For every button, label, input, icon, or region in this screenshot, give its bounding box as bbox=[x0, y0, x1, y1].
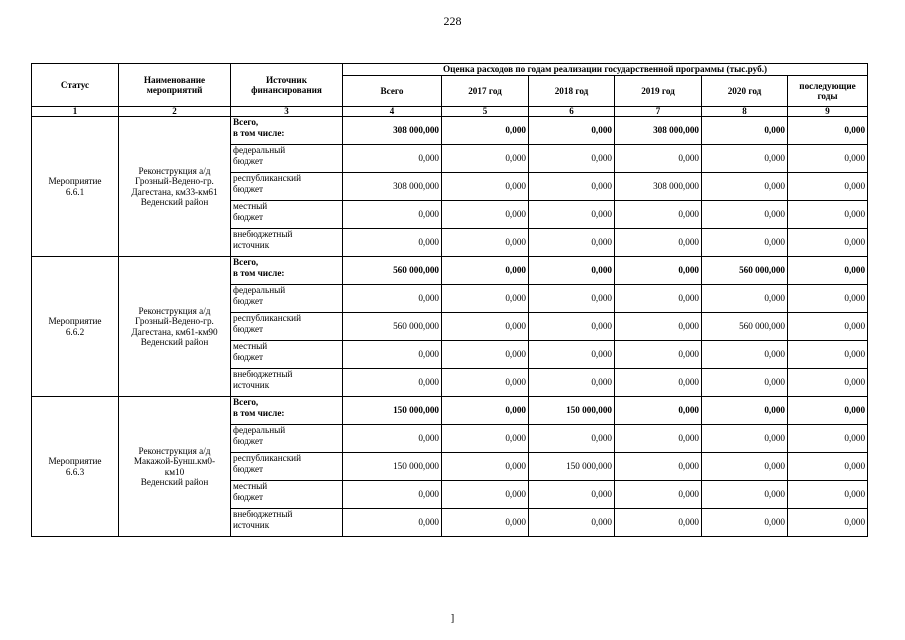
column-number: 9 bbox=[788, 107, 868, 117]
amount-cell: 560 000,000 bbox=[702, 313, 788, 341]
column-number: 2 bbox=[119, 107, 231, 117]
header-name: Наименование мероприятий bbox=[119, 64, 231, 107]
funding-source: Всего, в том числе: bbox=[231, 117, 343, 145]
funding-source: федеральный бюджет bbox=[231, 285, 343, 313]
budget-table bbox=[31, 63, 868, 537]
amount-cell: 0,000 bbox=[529, 341, 615, 369]
column-number: 3 bbox=[231, 107, 343, 117]
measure-status: Мероприятие 6.6.2 bbox=[32, 257, 119, 397]
amount-cell: 0,000 bbox=[343, 285, 442, 313]
measure-status: Мероприятие 6.6.1 bbox=[32, 117, 119, 257]
amount-cell: 0,000 bbox=[788, 145, 868, 173]
amount-cell: 0,000 bbox=[788, 117, 868, 145]
amount-cell: 150 000,000 bbox=[343, 453, 442, 481]
funding-source: федеральный бюджет bbox=[231, 425, 343, 453]
table-body bbox=[32, 117, 868, 537]
amount-cell: 0,000 bbox=[788, 201, 868, 229]
amount-cell: 0,000 bbox=[529, 229, 615, 257]
amount-cell: 308 000,000 bbox=[343, 117, 442, 145]
amount-cell: 0,000 bbox=[615, 341, 702, 369]
amount-cell: 0,000 bbox=[615, 285, 702, 313]
column-number-row bbox=[32, 107, 868, 117]
funding-source: Всего, в том числе: bbox=[231, 397, 343, 425]
amount-cell: 0,000 bbox=[615, 313, 702, 341]
amount-cell: 0,000 bbox=[529, 425, 615, 453]
amount-cell: 308 000,000 bbox=[615, 117, 702, 145]
table-row bbox=[32, 117, 868, 145]
column-number: 4 bbox=[343, 107, 442, 117]
funding-source: республиканский бюджет bbox=[231, 453, 343, 481]
funding-source: республиканский бюджет bbox=[231, 313, 343, 341]
amount-cell: 0,000 bbox=[788, 397, 868, 425]
amount-cell: 0,000 bbox=[529, 313, 615, 341]
amount-cell: 0,000 bbox=[442, 145, 529, 173]
amount-cell: 560 000,000 bbox=[343, 313, 442, 341]
amount-cell: 0,000 bbox=[529, 173, 615, 201]
amount-cell: 0,000 bbox=[343, 425, 442, 453]
amount-cell: 0,000 bbox=[615, 229, 702, 257]
amount-cell: 0,000 bbox=[529, 369, 615, 397]
amount-cell: 0,000 bbox=[615, 509, 702, 537]
amount-cell: 0,000 bbox=[615, 453, 702, 481]
amount-cell: 0,000 bbox=[788, 509, 868, 537]
amount-cell: 0,000 bbox=[529, 285, 615, 313]
page-number: 228 bbox=[443, 14, 462, 28]
amount-cell: 560 000,000 bbox=[343, 257, 442, 285]
amount-cell: 308 000,000 bbox=[343, 173, 442, 201]
column-number: 6 bbox=[529, 107, 615, 117]
amount-cell: 0,000 bbox=[442, 117, 529, 145]
funding-source: федеральный бюджет bbox=[231, 145, 343, 173]
amount-cell: 0,000 bbox=[615, 145, 702, 173]
amount-cell: 0,000 bbox=[343, 341, 442, 369]
measure-name: Реконструкция а/д Грозный-Ведено-гр. Дагестана, км33-км61 Веденский район bbox=[119, 117, 231, 257]
column-number: 7 bbox=[615, 107, 702, 117]
amount-cell: 0,000 bbox=[788, 425, 868, 453]
measure-name: Реконструкция а/д Макажой-Бунш.км0- км10 Веденский район bbox=[119, 397, 231, 537]
funding-source: внебюджетный источник bbox=[231, 229, 343, 257]
amount-cell: 0,000 bbox=[343, 201, 442, 229]
amount-cell: 0,000 bbox=[702, 285, 788, 313]
amount-cell: 0,000 bbox=[788, 369, 868, 397]
amount-cell: 0,000 bbox=[442, 285, 529, 313]
amount-cell: 0,000 bbox=[442, 229, 529, 257]
amount-cell: 0,000 bbox=[442, 453, 529, 481]
funding-source: местный бюджет bbox=[231, 481, 343, 509]
amount-cell: 0,000 bbox=[702, 425, 788, 453]
header-year: 2017 год bbox=[442, 76, 529, 107]
header-year: 2020 год bbox=[702, 76, 788, 107]
amount-cell: 0,000 bbox=[788, 285, 868, 313]
funding-source: внебюджетный источник bbox=[231, 369, 343, 397]
amount-cell: 0,000 bbox=[788, 453, 868, 481]
amount-cell: 0,000 bbox=[529, 481, 615, 509]
amount-cell: 0,000 bbox=[702, 397, 788, 425]
header-year: Всего bbox=[343, 76, 442, 107]
amount-cell: 0,000 bbox=[615, 425, 702, 453]
amount-cell: 0,000 bbox=[442, 313, 529, 341]
column-number: 1 bbox=[32, 107, 119, 117]
amount-cell: 150 000,000 bbox=[343, 397, 442, 425]
amount-cell: 0,000 bbox=[442, 509, 529, 537]
funding-source: внебюджетный источник bbox=[231, 509, 343, 537]
amount-cell: 0,000 bbox=[442, 201, 529, 229]
amount-cell: 0,000 bbox=[343, 229, 442, 257]
amount-cell: 0,000 bbox=[529, 257, 615, 285]
amount-cell: 0,000 bbox=[343, 481, 442, 509]
amount-cell: 0,000 bbox=[442, 397, 529, 425]
amount-cell: 150 000,000 bbox=[529, 397, 615, 425]
amount-cell: 0,000 bbox=[702, 509, 788, 537]
funding-source: местный бюджет bbox=[231, 201, 343, 229]
amount-cell: 0,000 bbox=[702, 453, 788, 481]
amount-cell: 0,000 bbox=[702, 369, 788, 397]
amount-cell: 0,000 bbox=[343, 369, 442, 397]
amount-cell: 0,000 bbox=[529, 201, 615, 229]
amount-cell: 560 000,000 bbox=[702, 257, 788, 285]
measure-status: Мероприятие 6.6.3 bbox=[32, 397, 119, 537]
amount-cell: 150 000,000 bbox=[529, 453, 615, 481]
amount-cell: 0,000 bbox=[702, 201, 788, 229]
amount-cell: 0,000 bbox=[442, 341, 529, 369]
measure-name: Реконструкция а/д Грозный-Ведено-гр. Дагестана, км61-км90 Веденский район bbox=[119, 257, 231, 397]
amount-cell: 0,000 bbox=[788, 341, 868, 369]
amount-cell: 308 000,000 bbox=[615, 173, 702, 201]
amount-cell: 0,000 bbox=[702, 341, 788, 369]
amount-cell: 0,000 bbox=[702, 117, 788, 145]
amount-cell: 0,000 bbox=[788, 173, 868, 201]
amount-cell: 0,000 bbox=[615, 397, 702, 425]
header-year: последующие годы bbox=[788, 76, 868, 107]
column-number: 5 bbox=[442, 107, 529, 117]
amount-cell: 0,000 bbox=[702, 173, 788, 201]
amount-cell: 0,000 bbox=[529, 509, 615, 537]
amount-cell: 0,000 bbox=[615, 369, 702, 397]
header-status: Статус bbox=[32, 64, 119, 107]
amount-cell: 0,000 bbox=[615, 257, 702, 285]
amount-cell: 0,000 bbox=[529, 117, 615, 145]
footer-mark: ] bbox=[450, 612, 455, 624]
amount-cell: 0,000 bbox=[442, 481, 529, 509]
funding-source: местный бюджет bbox=[231, 341, 343, 369]
header-year: 2018 год bbox=[529, 76, 615, 107]
amount-cell: 0,000 bbox=[442, 369, 529, 397]
amount-cell: 0,000 bbox=[702, 229, 788, 257]
amount-cell: 0,000 bbox=[442, 257, 529, 285]
amount-cell: 0,000 bbox=[788, 257, 868, 285]
amount-cell: 0,000 bbox=[788, 481, 868, 509]
table-row bbox=[32, 257, 868, 285]
amount-cell: 0,000 bbox=[343, 145, 442, 173]
header-group: Оценка расходов по годам реализации государственной программы (тыс.руб.) bbox=[343, 64, 868, 76]
amount-cell: 0,000 bbox=[442, 425, 529, 453]
column-number: 8 bbox=[702, 107, 788, 117]
funding-source: Всего, в том числе: bbox=[231, 257, 343, 285]
amount-cell: 0,000 bbox=[615, 481, 702, 509]
table-row bbox=[32, 397, 868, 425]
amount-cell: 0,000 bbox=[702, 145, 788, 173]
amount-cell: 0,000 bbox=[343, 509, 442, 537]
header-year: 2019 год bbox=[615, 76, 702, 107]
amount-cell: 0,000 bbox=[788, 229, 868, 257]
amount-cell: 0,000 bbox=[702, 481, 788, 509]
amount-cell: 0,000 bbox=[529, 145, 615, 173]
funding-source: республиканский бюджет bbox=[231, 173, 343, 201]
amount-cell: 0,000 bbox=[788, 313, 868, 341]
header-row-top bbox=[32, 64, 868, 76]
amount-cell: 0,000 bbox=[442, 173, 529, 201]
amount-cell: 0,000 bbox=[615, 201, 702, 229]
header-source: Источник финансирования bbox=[231, 64, 343, 107]
